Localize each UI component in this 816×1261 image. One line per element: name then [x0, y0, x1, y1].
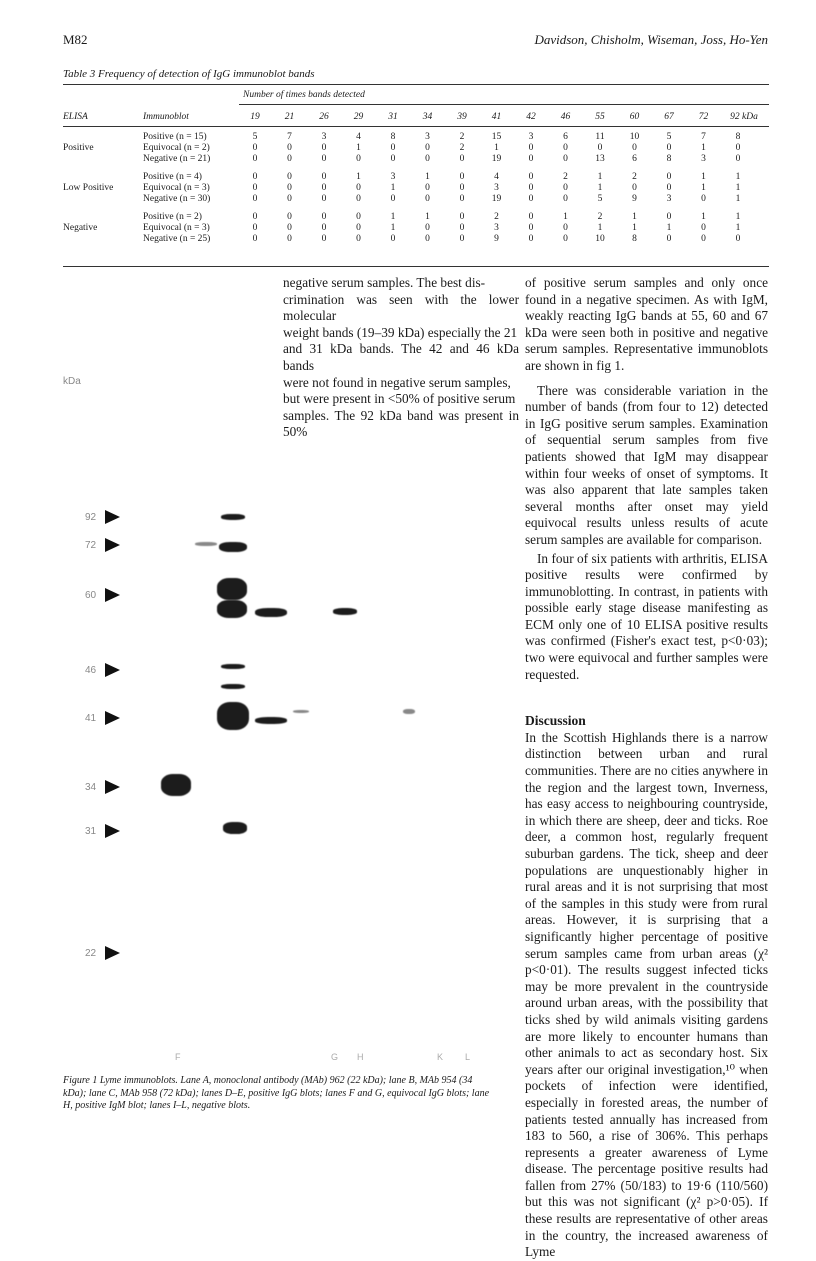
- table-cell: 1: [597, 183, 603, 193]
- table-cell: 6: [563, 132, 568, 142]
- table-cell: 0: [563, 143, 568, 153]
- marker-arrow-46-icon: [105, 663, 120, 677]
- col-immunoblot-header: Immunoblot: [143, 112, 189, 122]
- table-cell: 3: [321, 132, 327, 142]
- table-cell: 0: [425, 234, 430, 244]
- table-cell: 1: [666, 223, 672, 233]
- table-header-rule: [63, 126, 769, 127]
- column-header: 46: [560, 112, 571, 122]
- table-cell: 2: [563, 172, 568, 182]
- discussion-heading: Discussion: [525, 713, 586, 729]
- table-cell: 6: [632, 154, 637, 164]
- table-cell: 0: [425, 143, 430, 153]
- frequency-table: [63, 84, 769, 274]
- table-cell: 4: [356, 132, 361, 142]
- right-column-text: [525, 275, 768, 1261]
- elisa-group-label: Low Positive: [63, 183, 114, 193]
- table-cell: 0: [666, 143, 672, 153]
- band-lane-d-41: [217, 702, 249, 730]
- table-cell: 8: [735, 132, 741, 142]
- marker-label-72: 72: [85, 540, 97, 551]
- band-lane-e-55: [255, 608, 287, 617]
- table-cell: 1: [701, 212, 706, 222]
- table-cell: 3: [494, 183, 499, 193]
- table-cell: 0: [701, 194, 706, 204]
- table-cell: 1: [494, 143, 499, 153]
- table-cell: 0: [252, 234, 258, 244]
- column-header: 26: [319, 112, 329, 122]
- table-cell: 1: [597, 223, 603, 233]
- column-header: 39: [457, 112, 467, 122]
- table-cell: 10: [629, 132, 640, 142]
- marker-label-34: 34: [85, 782, 97, 793]
- table-cell: 1: [735, 194, 741, 204]
- table-cell: 0: [528, 172, 534, 182]
- table-top-rule: [63, 84, 769, 85]
- table-cell: 7: [287, 132, 292, 142]
- immunoblot-row-label: Negative (n = 30): [143, 194, 211, 204]
- band-lane-h-55: [333, 608, 357, 615]
- table-cell: 1: [735, 212, 741, 222]
- band-lane-i-41: [403, 709, 415, 714]
- table-cell: 0: [321, 183, 327, 193]
- table-cell: 0: [563, 154, 568, 164]
- table-cell: 0: [459, 234, 465, 244]
- table-cell: 0: [321, 154, 327, 164]
- table-cell: 0: [321, 194, 327, 204]
- table-cell: 0: [321, 223, 327, 233]
- table-cell: 19: [491, 154, 502, 164]
- table-cell: 0: [425, 223, 430, 233]
- table-cell: 9: [632, 194, 637, 204]
- table-cell: 0: [459, 183, 465, 193]
- marker-arrow-22-icon: [105, 946, 120, 960]
- band-lane-d-72: [219, 542, 247, 552]
- table-cell: 0: [528, 183, 534, 193]
- table-cell: 0: [356, 183, 361, 193]
- table-cell: 3: [390, 172, 396, 182]
- table-cell: 0: [459, 194, 465, 204]
- table-cell: 0: [459, 212, 465, 222]
- table-cell: 0: [287, 172, 292, 182]
- table-cell: 3: [528, 132, 534, 142]
- table-cell: 0: [252, 212, 258, 222]
- marker-arrow-41-icon: [105, 711, 120, 725]
- table-cell: 0: [390, 143, 396, 153]
- table-cell: 5: [252, 132, 258, 142]
- middle-line-3: weight bands (19–39 kDa) especially the 21: [283, 324, 518, 340]
- table-cell: 3: [425, 132, 430, 142]
- table-cell: 1: [597, 172, 603, 182]
- table-bottom-rule: [63, 266, 769, 267]
- figure-caption: Figure 1 Lyme immunoblots. Lane A, monoclonal antibody (MAb) 962 (22 kDa); lane B, MAb 954 (34 kDa); lane C, MAb 958 (72 kDa); lanes D–E, positive IgG blots; lanes F and G, equivocal IgG blots; lane H, positive IgM blot; lanes I–L, negative blots.: [63, 1075, 490, 1111]
- lane-letter-f: F: [175, 1052, 181, 1062]
- table-cell: 0: [459, 223, 465, 233]
- column-header: 67: [664, 112, 674, 122]
- immunoblot-row-label: Positive (n = 15): [143, 132, 207, 142]
- marker-arrow-34-icon: [105, 780, 120, 794]
- table-cell: 0: [252, 183, 258, 193]
- table-cell: 3: [666, 194, 672, 204]
- table-cell: 0: [632, 143, 637, 153]
- table-cell: 1: [701, 183, 706, 193]
- lane-letter-l: L: [465, 1052, 471, 1062]
- column-header: 60: [629, 112, 640, 122]
- table-cell: 0: [287, 154, 292, 164]
- immunoblot-figure: [63, 352, 493, 1068]
- table-cell: 0: [666, 234, 672, 244]
- column-header: 72: [698, 112, 709, 122]
- table-cell: 0: [735, 234, 741, 244]
- running-head-authors: Davidson, Chisholm, Wiseman, Joss, Ho-Yen: [534, 32, 768, 47]
- immunoblot-row-label: Equivocal (n = 2): [143, 143, 210, 153]
- lane-letter-g: G: [331, 1052, 339, 1062]
- table-cell: 0: [390, 194, 396, 204]
- table-cell: 0: [252, 194, 258, 204]
- table-cell: 0: [321, 234, 327, 244]
- marker-label-41: 41: [85, 713, 97, 724]
- marker-label-31: 31: [85, 826, 97, 837]
- table-cell: 1: [563, 212, 568, 222]
- table-cell: 1: [356, 172, 361, 182]
- immunoblot-row-label: Negative (n = 25): [143, 234, 211, 244]
- column-header: 19: [250, 112, 260, 122]
- table-cell: 0: [666, 183, 672, 193]
- table-cell: 0: [701, 234, 706, 244]
- table-cell: 1: [701, 172, 706, 182]
- band-lane-d-92: [221, 514, 245, 520]
- table-cell: 0: [321, 212, 327, 222]
- table-cell: 13: [595, 154, 605, 164]
- marker-arrow-31-icon: [105, 824, 120, 838]
- table-cell: 0: [528, 234, 534, 244]
- table-cell: 0: [287, 194, 292, 204]
- table-cell: 1: [735, 172, 741, 182]
- table-cell: 0: [563, 234, 568, 244]
- paragraph-results-3: In four of six patients with arthritis, ELISA positive results were confirmed by immunoblotting. In contrast, in patients with possible early stage disease manifesting as ECM only one of 10 ELISA positive results was confirmed (Fisher's exact test, p<0·03); two were equivocal and further samples were requested.: [525, 550, 768, 682]
- table-cell: 1: [701, 143, 706, 153]
- marker-label-46: 46: [85, 665, 97, 676]
- table-cell: 8: [632, 234, 637, 244]
- table-cell: 2: [459, 143, 465, 153]
- band-lane-d-43: [221, 684, 245, 689]
- table-cell: 1: [390, 183, 396, 193]
- lane-letter-k: K: [437, 1052, 444, 1062]
- table-cell: 0: [563, 183, 568, 193]
- table-cell: 1: [632, 223, 637, 233]
- column-header: 29: [353, 112, 364, 122]
- table-cell: 0: [252, 223, 258, 233]
- table-cell: 0: [666, 212, 672, 222]
- column-header: 41: [491, 112, 502, 122]
- table-cell: 0: [356, 212, 361, 222]
- middle-line-4: and 31 kDa bands. The 42 and 46 kDa bands: [283, 341, 519, 373]
- table-cell: 0: [563, 223, 568, 233]
- marker-arrow-60-icon: [105, 588, 120, 602]
- table-cell: 19: [491, 194, 502, 204]
- column-header: 92 kDa: [730, 112, 758, 122]
- table-cell: 8: [390, 132, 396, 142]
- table-cell: 8: [666, 154, 672, 164]
- table-cell: 0: [528, 143, 534, 153]
- lane-letter-h: H: [357, 1052, 364, 1062]
- table-group-rule: [239, 104, 769, 105]
- table-cell: 4: [494, 172, 499, 182]
- column-header: 34: [422, 112, 433, 122]
- immunoblot-row-label: Positive (n = 2): [143, 212, 202, 222]
- band-lane-d-55: [217, 600, 247, 618]
- table-cell: 7: [701, 132, 706, 142]
- table-cell: 0: [356, 194, 361, 204]
- marker-label-92: 92: [85, 512, 97, 523]
- middle-line-1: negative serum samples. The best dis-: [283, 275, 486, 290]
- marker-arrow-72-icon: [105, 538, 120, 552]
- band-lane-d-31: [223, 822, 247, 834]
- middle-line-6: but were present in <50% of positive serum: [283, 391, 516, 407]
- table-cell: 9: [494, 234, 499, 244]
- table-cell: 0: [459, 154, 465, 164]
- middle-line-5: were not found in negative serum samples,: [283, 374, 511, 390]
- table-cell: 0: [597, 143, 603, 153]
- elisa-group-label: Positive: [63, 143, 94, 153]
- table-cell: 11: [595, 132, 605, 142]
- table-cell: 0: [425, 194, 430, 204]
- table-cell: 15: [491, 132, 502, 142]
- table-cell: 0: [528, 154, 534, 164]
- table-cell: 0: [528, 223, 534, 233]
- band-lane-d-60: [217, 578, 247, 600]
- table-cell: 1: [735, 223, 741, 233]
- immunoblot-row-label: Negative (n = 21): [143, 154, 211, 164]
- table-cell: 1: [425, 172, 430, 182]
- table-cell: 3: [494, 223, 499, 233]
- table-cell: 0: [287, 183, 292, 193]
- column-header: 21: [284, 112, 295, 122]
- table-cell: 0: [563, 194, 568, 204]
- table-group-header: Number of times bands detected: [243, 90, 365, 100]
- table-cell: 3: [701, 154, 706, 164]
- paragraph-results-1: of positive serum samples and only once found in a negative specimen. As with IgM, weakly reacting IgG bands at 55, 60 and 67 kDa were seen both in positive and negative serum samples. Representative immunoblots are shown in fig 1.: [525, 275, 768, 373]
- table-cell: 1: [425, 212, 430, 222]
- band-lane-c-72: [195, 542, 217, 546]
- table-cell: 0: [528, 194, 534, 204]
- table-cell: 0: [390, 234, 396, 244]
- elisa-group-label: Negative: [63, 223, 98, 233]
- table-cell: 2: [632, 172, 637, 182]
- band-lane-f-41: [293, 710, 309, 713]
- immunoblot-row-label: Equivocal (n = 3): [143, 223, 210, 233]
- marker-label-60: 60: [85, 590, 97, 601]
- table-cell: 0: [252, 172, 258, 182]
- col-elisa-header: ELISA: [63, 112, 88, 122]
- band-lane-b-34: [161, 774, 191, 796]
- band-lane-e-41: [255, 717, 287, 724]
- table-cell: 0: [287, 223, 292, 233]
- table-cell: 0: [356, 223, 361, 233]
- table-caption: Table 3 Frequency of detection of IgG immunoblot bands: [63, 68, 315, 80]
- table-cell: 0: [735, 143, 741, 153]
- table-cell: 0: [321, 172, 327, 182]
- table-cell: 0: [287, 143, 292, 153]
- table-cell: 0: [735, 154, 741, 164]
- marker-arrow-92-icon: [105, 510, 120, 524]
- table-cell: 0: [321, 143, 327, 153]
- column-header: 55: [595, 112, 605, 122]
- table-cell: 2: [459, 132, 465, 142]
- column-header: 42: [526, 112, 536, 122]
- table-cell: 1: [390, 223, 396, 233]
- table-cell: 1: [735, 183, 741, 193]
- table-cell: 0: [528, 212, 534, 222]
- table-cell: 0: [252, 154, 258, 164]
- kda-unit-label: kDa: [63, 376, 81, 387]
- table-cell: 0: [459, 172, 465, 182]
- marker-label-22: 22: [85, 948, 97, 959]
- immunoblot-row-label: Equivocal (n = 3): [143, 183, 210, 193]
- table-cell: 0: [701, 223, 706, 233]
- table-cell: 5: [666, 132, 672, 142]
- table-cell: 0: [287, 212, 292, 222]
- table-cell: 0: [390, 154, 396, 164]
- table-cell: 0: [252, 143, 258, 153]
- paragraph-results-2: There was considerable variation in the number of bands (from four to 12) detected in IgG positive serum samples. Examination of sequential serum samples from five patients showed that IgM may disappear within four weeks of onset of symptoms. It was also apparent that late samples taken several months after onset may yield equivocal results unless results of acute serum samples are available for comparison.: [525, 382, 768, 547]
- table-cell: 0: [287, 234, 292, 244]
- table-cell: 2: [597, 212, 603, 222]
- page-number: M82: [63, 32, 88, 47]
- middle-line-2: crimination was seen with the lower molecular: [283, 291, 519, 324]
- table-cell: 0: [666, 172, 672, 182]
- table-cell: 1: [390, 212, 396, 222]
- table-cell: 0: [356, 234, 361, 244]
- table-cell: 2: [494, 212, 499, 222]
- table-cell: 1: [632, 212, 637, 222]
- immunoblot-row-label: Positive (n = 4): [143, 172, 202, 182]
- table-cell: 0: [425, 183, 430, 193]
- middle-line-7: samples. The 92 kDa band was present in 50%: [283, 407, 519, 440]
- table-cell: 1: [356, 143, 361, 153]
- table-cell: 5: [597, 194, 603, 204]
- band-lane-d-46: [221, 664, 245, 669]
- table-cell: 0: [632, 183, 637, 193]
- table-cell: 0: [425, 154, 430, 164]
- column-header: 31: [388, 112, 398, 122]
- table-cell: 0: [356, 154, 361, 164]
- paragraph-discussion: In the Scottish Highlands there is a narrow distinction between urban and rural communities. There are no cities anywhere in the region and the largest town, Inverness, has easy access to neighbouring countryside, in which there are sheep, deer and ticks. Roe deer, a common host, regularly frequent suburban gardens. The tick, sheep and deer populations are unquestionably higher in rural areas and it is not surprising that most of the samples in this study were from rural areas. However, it is surprising that a significantly higher percentage of positive serum samples came from urban areas (χ² p<0·01). The results suggest infected ticks may be more prevalent in the countryside around urban areas, with the possibility that ticks shed by wild animals visiting gardens are more likely to encounter humans than other animals to act as secondary host. Six years after our original investigation,¹⁰ when pockets of infection were identified, especially in forested areas, the number of patients tested annually has increased from 183 to 560, a rise of 306%. This perhaps represents a greater awareness of Lyme disease. The percentage positive results had fallen from 27% (50/183) to 19·6 (110/560) but this was not significant (χ² p>0·05). If these results are representative of other areas in the country, the increased awareness of Lyme: [525, 729, 768, 1260]
- table-cell: 10: [595, 234, 605, 244]
